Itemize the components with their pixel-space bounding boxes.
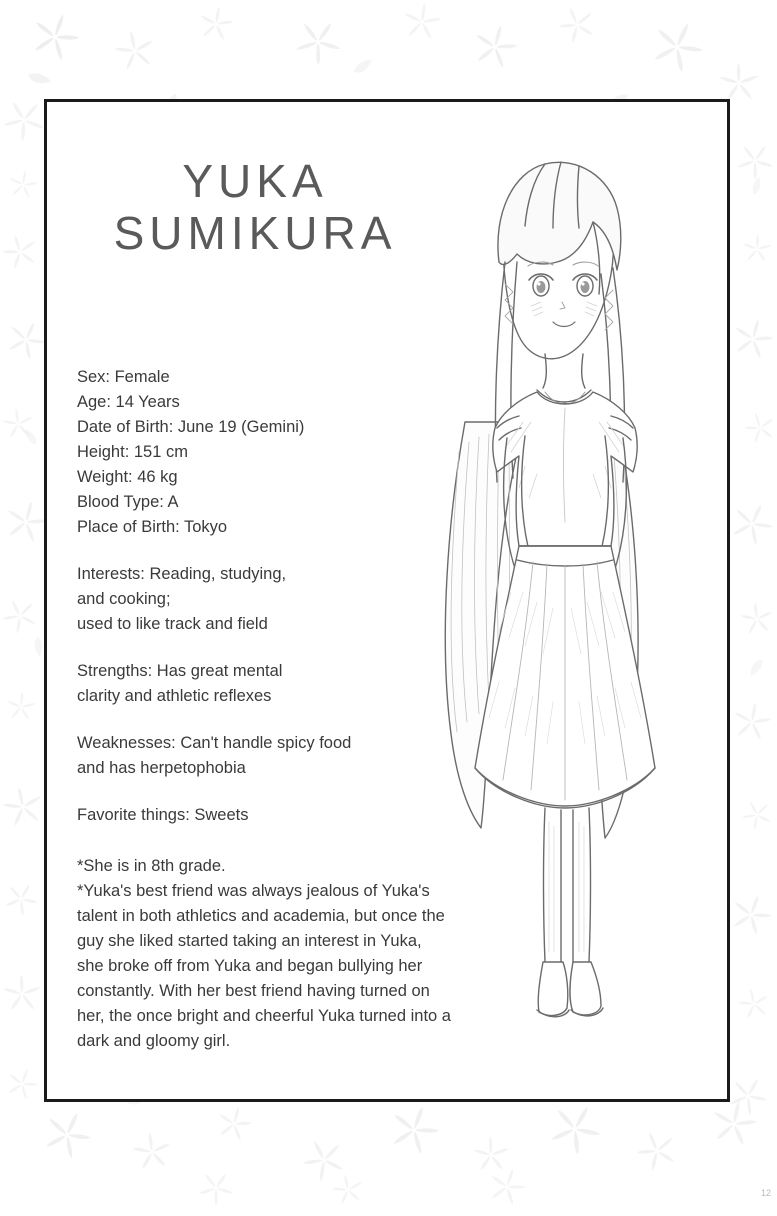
stat-date-of-birth: Date of Birth: June 19 (Gemini) — [77, 418, 305, 436]
note-line-8: dark and gloomy girl. — [77, 1032, 231, 1050]
interests-block — [77, 562, 497, 637]
stat-blood-type: Blood Type: A — [77, 493, 179, 511]
interests-line-1: Interests: Reading, studying, — [77, 565, 287, 583]
sakura-flower-icon — [0, 96, 48, 144]
stats-block — [77, 365, 497, 540]
sakura-petal-icon — [352, 60, 376, 75]
favorites-block — [77, 803, 497, 828]
strengths-line-1: Strengths: Has great mental — [77, 662, 283, 680]
sakura-flower-icon — [470, 1134, 512, 1176]
favorites-line-1: Favorite things: Sweets — [77, 806, 249, 824]
sakura-flower-icon — [292, 16, 344, 68]
sakura-flower-icon — [0, 596, 40, 636]
sakura-flower-icon — [196, 4, 236, 44]
sakura-flower-icon — [708, 1098, 760, 1150]
title-line-first: YUKA — [182, 155, 328, 207]
weaknesses-line-1: Weaknesses: Can't handle spicy food — [77, 734, 352, 752]
sakura-flower-icon — [556, 4, 598, 46]
note-line-5: she broke off from Yuka and began bullying her — [77, 957, 423, 975]
sakura-flower-icon — [0, 784, 46, 830]
sakura-flower-icon — [0, 972, 44, 1016]
page-corner-mark: 12 — [760, 1188, 771, 1198]
sakura-petal-icon — [744, 660, 766, 674]
sakura-flower-icon — [0, 232, 40, 272]
stat-sex: Sex: Female — [77, 368, 170, 386]
sakura-flower-icon — [738, 600, 776, 638]
stat-height: Height: 151 cm — [77, 443, 188, 461]
note-line-7: her, the once bright and cheerful Yuka turned into a — [77, 1007, 451, 1025]
sakura-petal-icon — [748, 180, 768, 192]
stat-weight: Weight: 46 kg — [77, 468, 178, 486]
sakura-flower-icon — [4, 318, 48, 362]
note-line-3: talent in both athletics and academia, but once the — [77, 907, 445, 925]
sakura-flower-icon — [742, 410, 777, 446]
profile-text-body — [77, 365, 497, 1054]
strengths-line-2: clarity and athletic reflexes — [77, 687, 272, 705]
sakura-flower-icon — [546, 1100, 604, 1158]
sakura-flower-icon — [730, 316, 776, 362]
note-line-2: *Yuka's best friend was always jealous of Yuka's — [77, 882, 430, 900]
interests-line-3: used to like track and field — [77, 615, 268, 633]
sakura-flower-icon — [634, 1128, 680, 1174]
weaknesses-block — [77, 731, 497, 781]
sakura-flower-icon — [40, 1108, 94, 1162]
weaknesses-line-2: and has herpetophobia — [77, 759, 246, 777]
page-title — [75, 156, 435, 259]
sakura-flower-icon — [486, 1166, 528, 1208]
sakura-flower-icon — [6, 168, 40, 202]
sakura-flower-icon — [648, 18, 706, 76]
sakura-flower-icon — [740, 798, 774, 832]
sakura-flower-icon — [2, 498, 50, 546]
sakura-flower-icon — [0, 406, 36, 442]
sakura-flower-icon — [730, 700, 774, 744]
sakura-flower-icon — [740, 232, 774, 266]
notes-block — [77, 854, 517, 1054]
note-line-4: guy she liked started taking an interest in Yuka, — [77, 932, 422, 950]
sakura-flower-icon — [330, 1172, 366, 1208]
note-line-6: constantly. With her best friend having turned on — [77, 982, 430, 1000]
sakura-flower-icon — [736, 986, 772, 1022]
sakura-petal-icon — [26, 72, 52, 88]
interests-line-2: and cooking; — [77, 590, 171, 608]
sakura-flower-icon — [2, 880, 40, 918]
character-profile-card — [44, 99, 730, 1102]
sakura-flower-icon — [470, 22, 520, 72]
note-line-1: *She is in 8th grade. — [77, 857, 226, 875]
sakura-flower-icon — [400, 0, 444, 44]
stat-place-of-birth: Place of Birth: Tokyo — [77, 518, 228, 536]
strengths-block — [77, 659, 497, 709]
sakura-flower-icon — [4, 690, 38, 724]
stat-age: Age: 14 Years — [77, 393, 180, 411]
sakura-flower-icon — [728, 500, 776, 548]
sakura-flower-icon — [386, 1102, 442, 1158]
sakura-flower-icon — [214, 1104, 254, 1144]
sakura-petal-icon — [22, 430, 42, 442]
sakura-flower-icon — [300, 1136, 348, 1184]
sakura-flower-icon — [726, 1074, 770, 1118]
sakura-flower-icon — [130, 1130, 174, 1174]
title-line-second: SUMIKURA — [113, 206, 397, 259]
sakura-flower-icon — [4, 1066, 40, 1102]
sakura-flower-icon — [728, 892, 774, 938]
sakura-flower-icon — [196, 1168, 236, 1208]
sakura-flower-icon — [734, 140, 776, 182]
sakura-flower-icon — [112, 28, 158, 74]
sakura-flower-icon — [28, 10, 82, 64]
